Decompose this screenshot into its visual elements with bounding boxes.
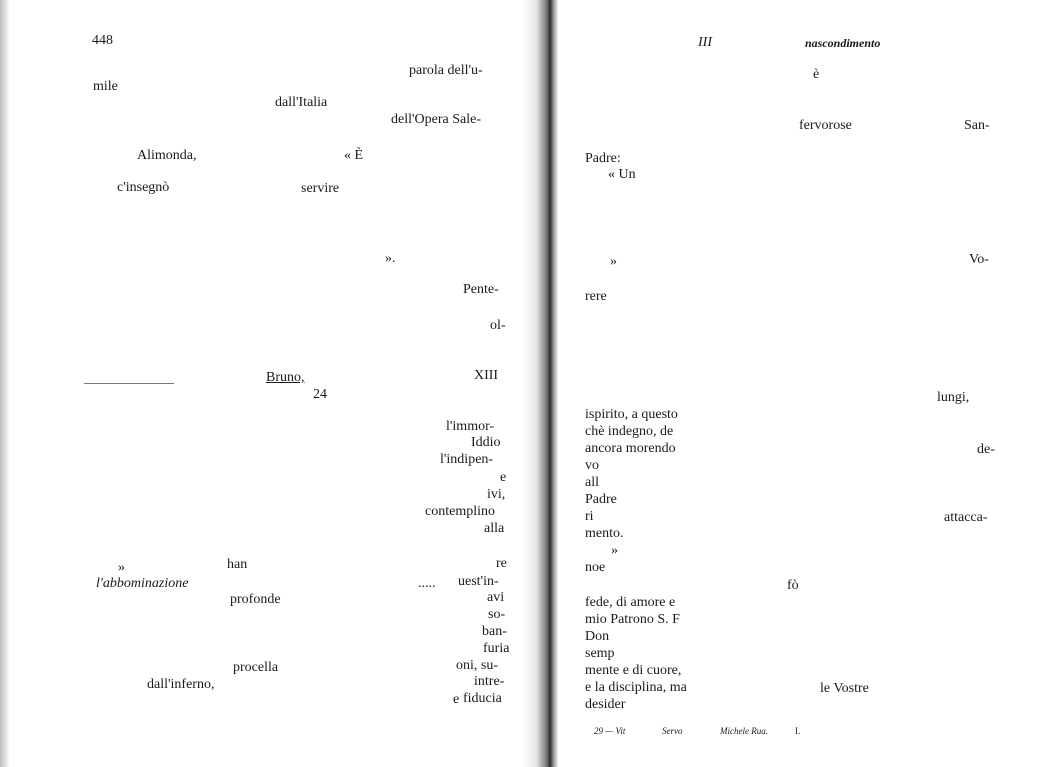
text-line: chè indegno, de [585,424,674,439]
text-line: mile [93,79,118,94]
footer-signature: Servo [662,726,683,736]
text-line: ispirito, a questo [585,407,678,422]
text-line: parola dell'u- [409,63,483,78]
right-page [548,0,1064,767]
text-line: e [453,692,460,707]
ink-underline [84,383,174,384]
text-line: « È [344,148,364,163]
text-line: re [496,556,507,571]
text-line: Iddio [471,435,501,450]
text-line: de- [977,442,995,457]
text-line: fiducia [463,691,502,706]
text-line: Vo- [969,252,989,267]
text-line: Pente- [463,282,499,297]
text-line: 24 [313,387,327,402]
text-line: ». [385,251,396,266]
text-line: intre- [474,674,505,689]
text-line: ol- [490,318,506,333]
text-line: ri [585,509,594,524]
text-line: e [500,470,507,485]
text-line: servire [301,181,340,196]
text-line: han [227,557,248,572]
text-line: uest'in- [458,574,499,589]
text-line: dall'inferno, [147,677,215,692]
text-line: ivi, [487,487,506,502]
text-line: » [118,560,125,575]
text-line: l'abbominazione [96,576,189,591]
chapter-numeral: XIII [474,368,499,383]
text-line: ban- [482,624,507,639]
text-line: fede, di amore e [585,595,676,610]
text-line: vo [585,458,599,473]
text-line: » [610,254,617,269]
text-line: lungi, [937,390,970,405]
text-line: mente e di cuore, [585,663,682,678]
text-line: Bruno, [266,370,305,385]
text-line: San- [964,118,990,133]
text-line: l'immor- [446,419,495,434]
text-line: fervorose [799,118,852,133]
text-line: ancora morendo [585,441,676,456]
text-line: procella [233,660,279,675]
text-line: attacca- [944,510,988,525]
text-line: l'indipen- [440,452,494,467]
text-line: fò [787,578,799,593]
footer-signature: I. [795,726,801,736]
text-line: » [611,543,618,558]
page-number: 448 [92,33,113,48]
text-line: profonde [230,592,281,607]
text-line: Alimonda, [137,148,197,163]
text-line: Padre [585,492,617,507]
text-line: alla [484,521,505,536]
footer-signature: Michele Rua. [720,726,768,736]
running-header-title: nascondimento [805,36,881,50]
text-line: so- [488,607,506,622]
text-line: ..... [418,576,436,591]
text-line: e la disciplina, ma [585,680,687,695]
text-line: « Un [608,167,636,182]
text-line: Don [585,629,610,644]
text-line: le Vostre [820,681,869,696]
text-line: Padre: [585,151,621,166]
text-line: semp [585,646,615,661]
text-line: avi [487,590,505,605]
footer-signature: 29 — Vit [594,726,626,736]
text-line: dell'Opera Sale- [391,112,481,127]
text-line: mio Patrono S. F [585,612,680,627]
text-line: c'insegnò [117,180,170,195]
text-line: rere [585,289,607,304]
text-line: dall'Italia [275,95,328,110]
running-header: III [698,35,712,50]
text-line: furia [483,641,510,656]
text-line: all [585,475,599,490]
text-line: è [813,67,820,82]
text-line: contemplino [425,504,495,519]
text-line: mento. [585,526,624,541]
text-line: desider [585,697,626,712]
text-line: oni, su- [456,658,498,673]
text-line: noe [585,560,606,575]
